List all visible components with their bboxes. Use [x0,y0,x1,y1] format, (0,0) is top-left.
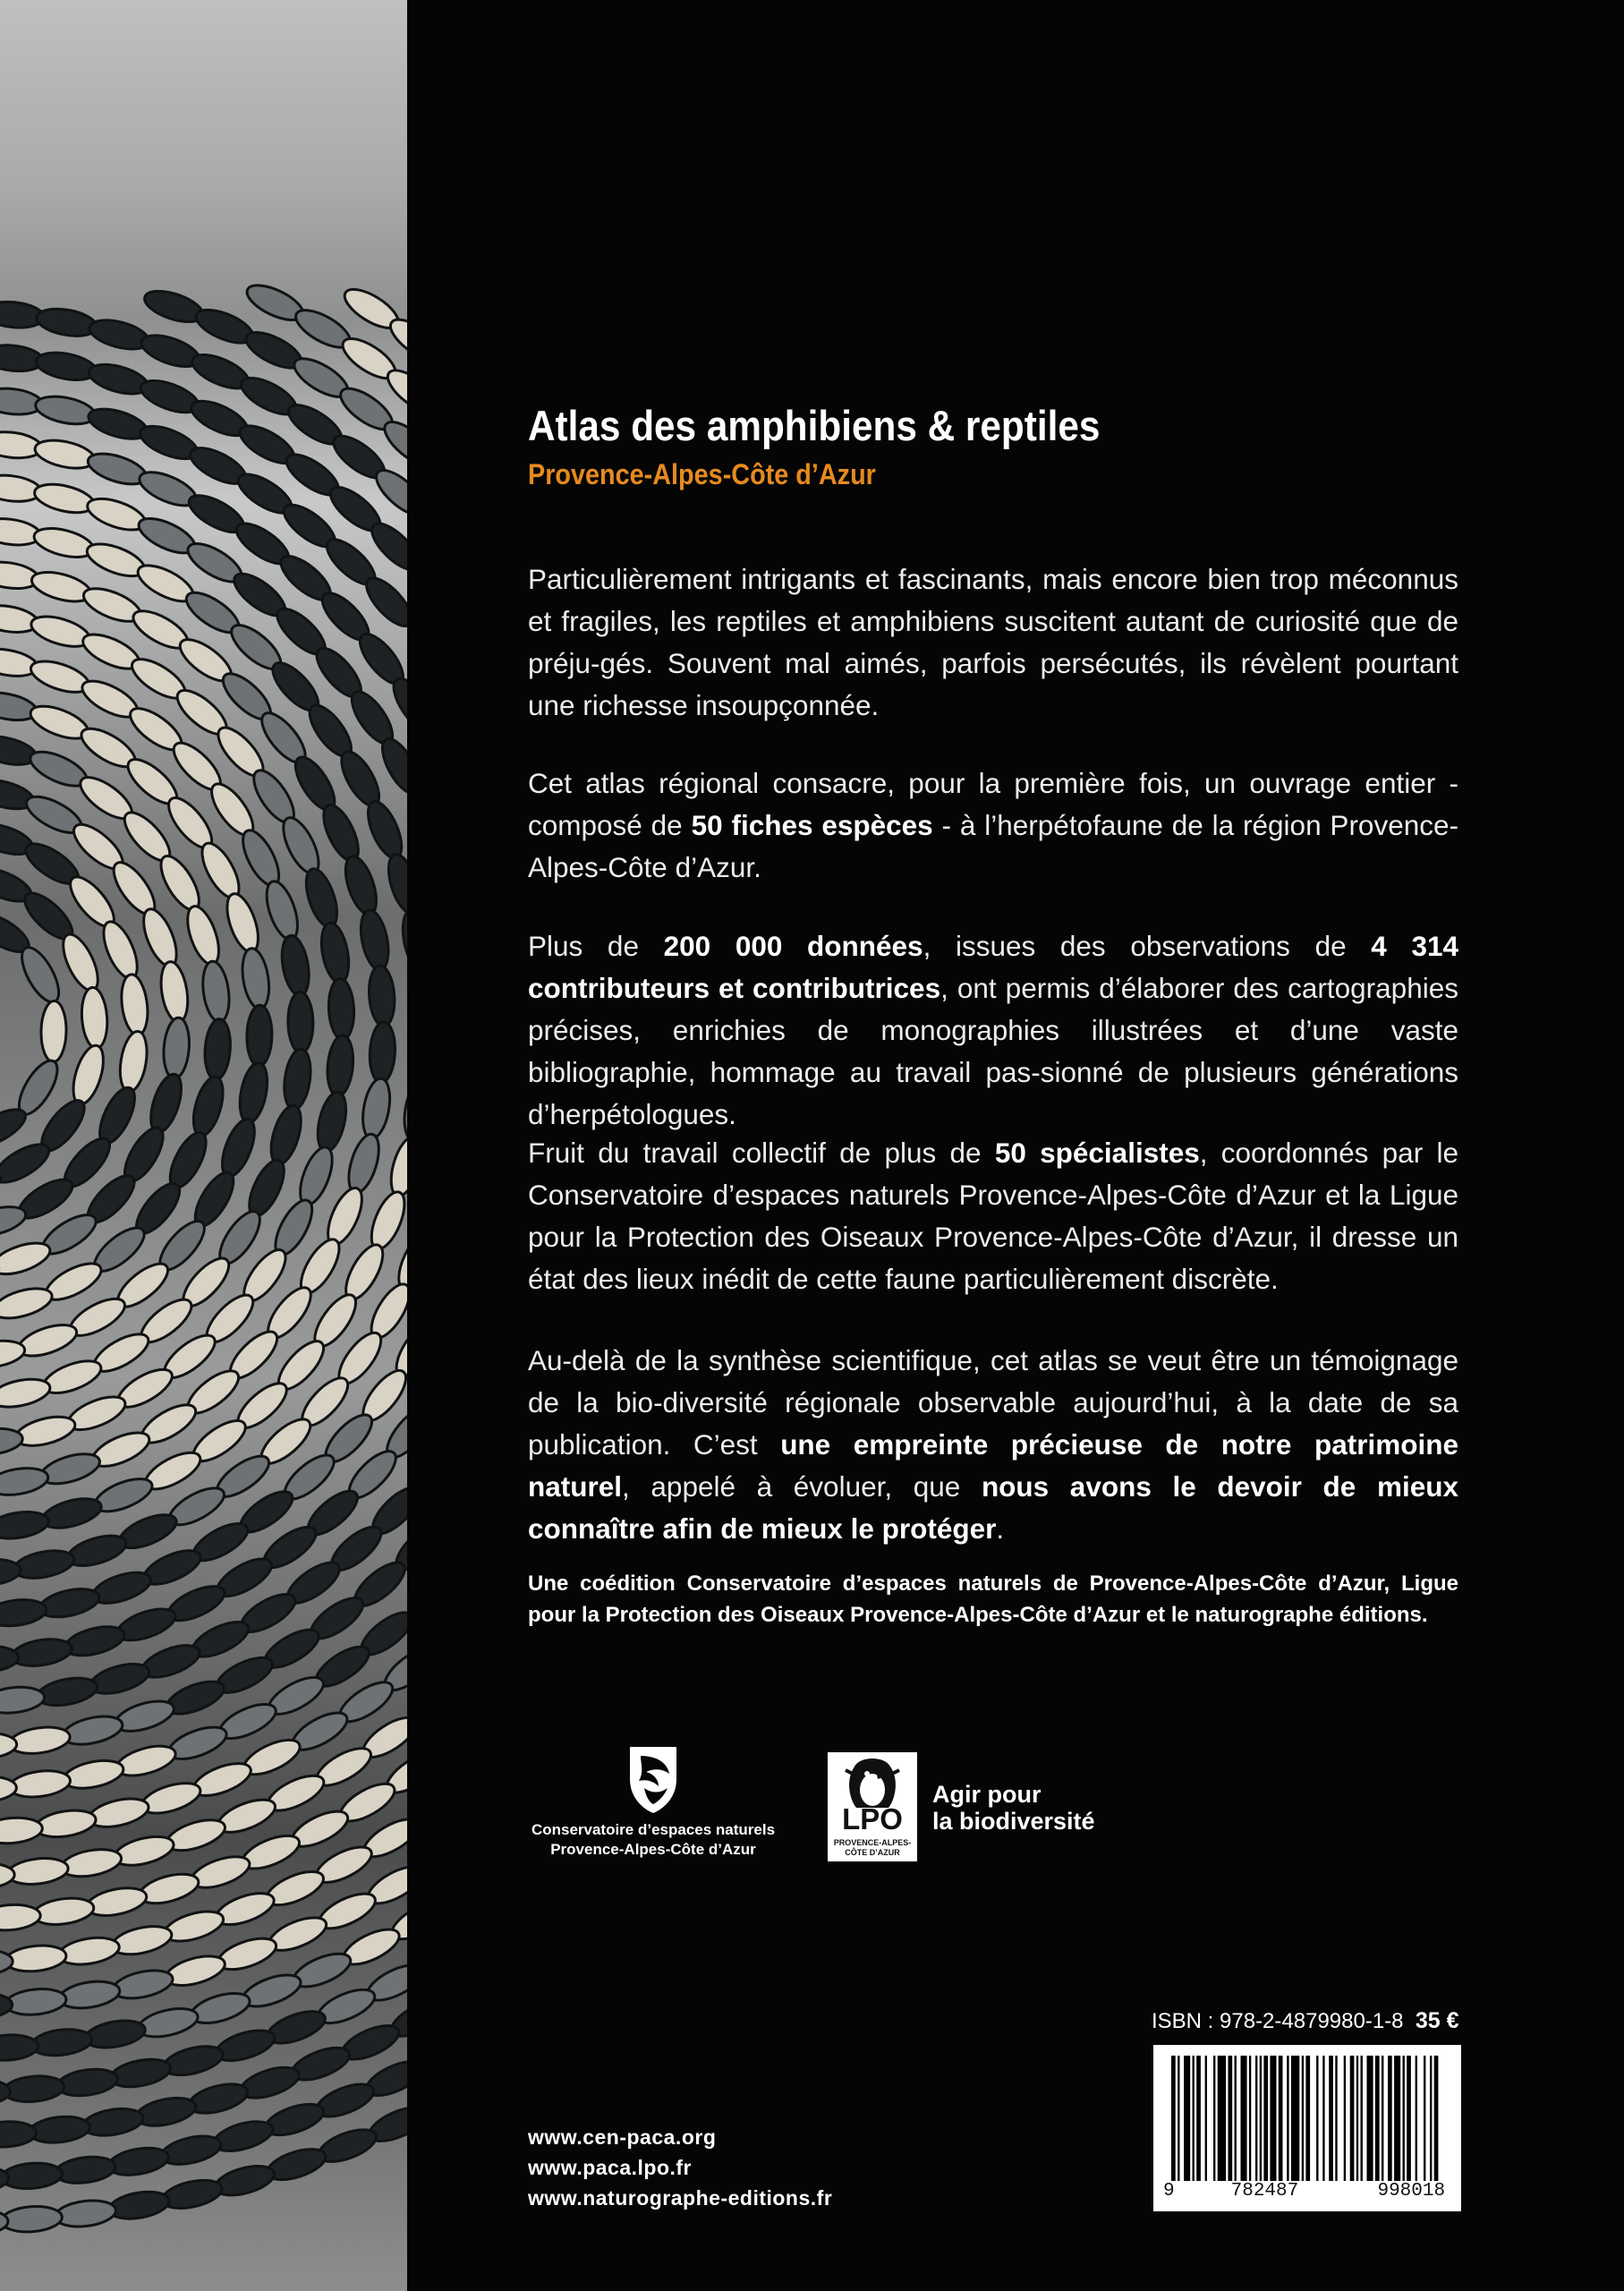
lpo-region-line1: PROVENCE-ALPES- [833,1838,912,1847]
url-naturographe[interactable]: www.naturographe-editions.fr [528,2186,833,2210]
isbn-price [1152,2008,1459,2034]
bold-run: une empreinte précieuse de notre patrimoine naturel [528,1428,1458,1503]
paragraph-data [528,925,1458,1136]
lpo-slogan [932,1781,1095,1835]
cen-emblem-icon [617,1743,689,1815]
text-run: - à l’herpétofaune de la région Provence-Alpes-Côte d’Azur. [528,809,1459,883]
barcode-group-2: 998018 [1377,2181,1446,2202]
book-subtitle: Provence-Alpes-Côte d’Azur [528,458,876,490]
book-title: Atlas des amphibiens & reptiles [528,402,1101,449]
coedition-note: Une coédition Conservatoire d’espaces naturels de Provence-Alpes-Côte d’Azur, Ligue pour la Protection des Oiseaux Provence-Alpes-Côte d’Azur et le naturographe éditions. [528,1571,1458,1627]
barcode-first-digit: 9 [1163,2181,1175,2202]
lpo-slogan-line1: Agir pour [932,1781,1042,1808]
bold-run: 200 000 données [663,930,923,962]
lpo-mark: LPO [842,1802,903,1835]
url-cen[interactable]: www.cen-paca.org [528,2125,717,2149]
text-run: , ont permis d’élaborer des cartographies précises, enrichies de monographies illustrées et d’une vaste bibliographie, hommage au travail pas-sionné de plusieurs générations d’herpétologues. [528,972,1458,1130]
lpo-logo [828,1752,917,1861]
lpo-slogan-line2: la biodiversité [932,1808,1095,1835]
paragraph [528,558,1458,727]
paragraph [528,1340,1458,1550]
barcode-group-1: 782487 [1230,2181,1299,2202]
text-run: Particulièrement intrigants et fascinants, mais encore bien trop méconnus et fragiles, les reptiles et amphibiens suscitent autant de curiosité que de préju-gés. Souvent mal aimés, parfois persécutés, ils révèlent pourtant une richesse insoupçonnée. [528,563,1458,721]
price: 35 € [1415,2008,1459,2033]
isbn-label: ISBN : 978-2-4879980-1-8 [1152,2009,1404,2033]
bold-run: 4 314 contributeurs et contributrices [528,930,1459,1004]
text-run: Plus de [528,930,664,962]
paragraph [528,762,1458,889]
bold-run: nous avons le devoir de mieux connaître afin de mieux le protéger [528,1470,1458,1545]
text-run: Cet atlas régional consacre, pour la première fois, un ouvrage entier - composé de [528,767,1458,841]
cen-name-line2: Provence-Alpes-Côte d’Azur [550,1841,756,1858]
bold-run: 50 fiches espèces [691,809,933,841]
cen-name-line1: Conservatoire d’espaces naturels [531,1821,776,1838]
paragraph-synthesis [528,1340,1458,1550]
bold-run: 50 spécialistes [994,1137,1200,1169]
cen-paca-logo [523,1743,783,1860]
paragraph-intro [528,558,1458,727]
lpo-region-line2: CÔTE D’AZUR [845,1848,900,1857]
cover-photo-snake-scales [0,0,407,2291]
text-run: Au-delà de la synthèse scientifique, cet atlas se veut être un témoignage de la bio-diversité régionale observable aujourd’hui, à la date de sa publication. C’est [528,1344,1458,1461]
paragraph [528,925,1458,1136]
barcode-digits [1163,2181,1458,2202]
paragraph-specialists [528,1132,1458,1300]
paragraph [528,1132,1458,1300]
text-run: , coordonnés par le Conservatoire d’espaces naturels Provence-Alpes-Côte d’Azur et la Ligue pour la Protection des Oiseaux Provence-Alpes-Côte d’Azur, il dresse un état des lieux inédit de cette faune particulièrement discrète. [528,1137,1458,1295]
url-lpo[interactable]: www.paca.lpo.fr [528,2156,693,2179]
text-run: , issues des observations de [923,930,1372,962]
text-run: , appelé à évoluer, que [622,1470,982,1503]
text-run: . [996,1512,1005,1545]
paragraph-atlas [528,762,1458,889]
text-run: Fruit du travail collectif de plus de [528,1137,995,1169]
